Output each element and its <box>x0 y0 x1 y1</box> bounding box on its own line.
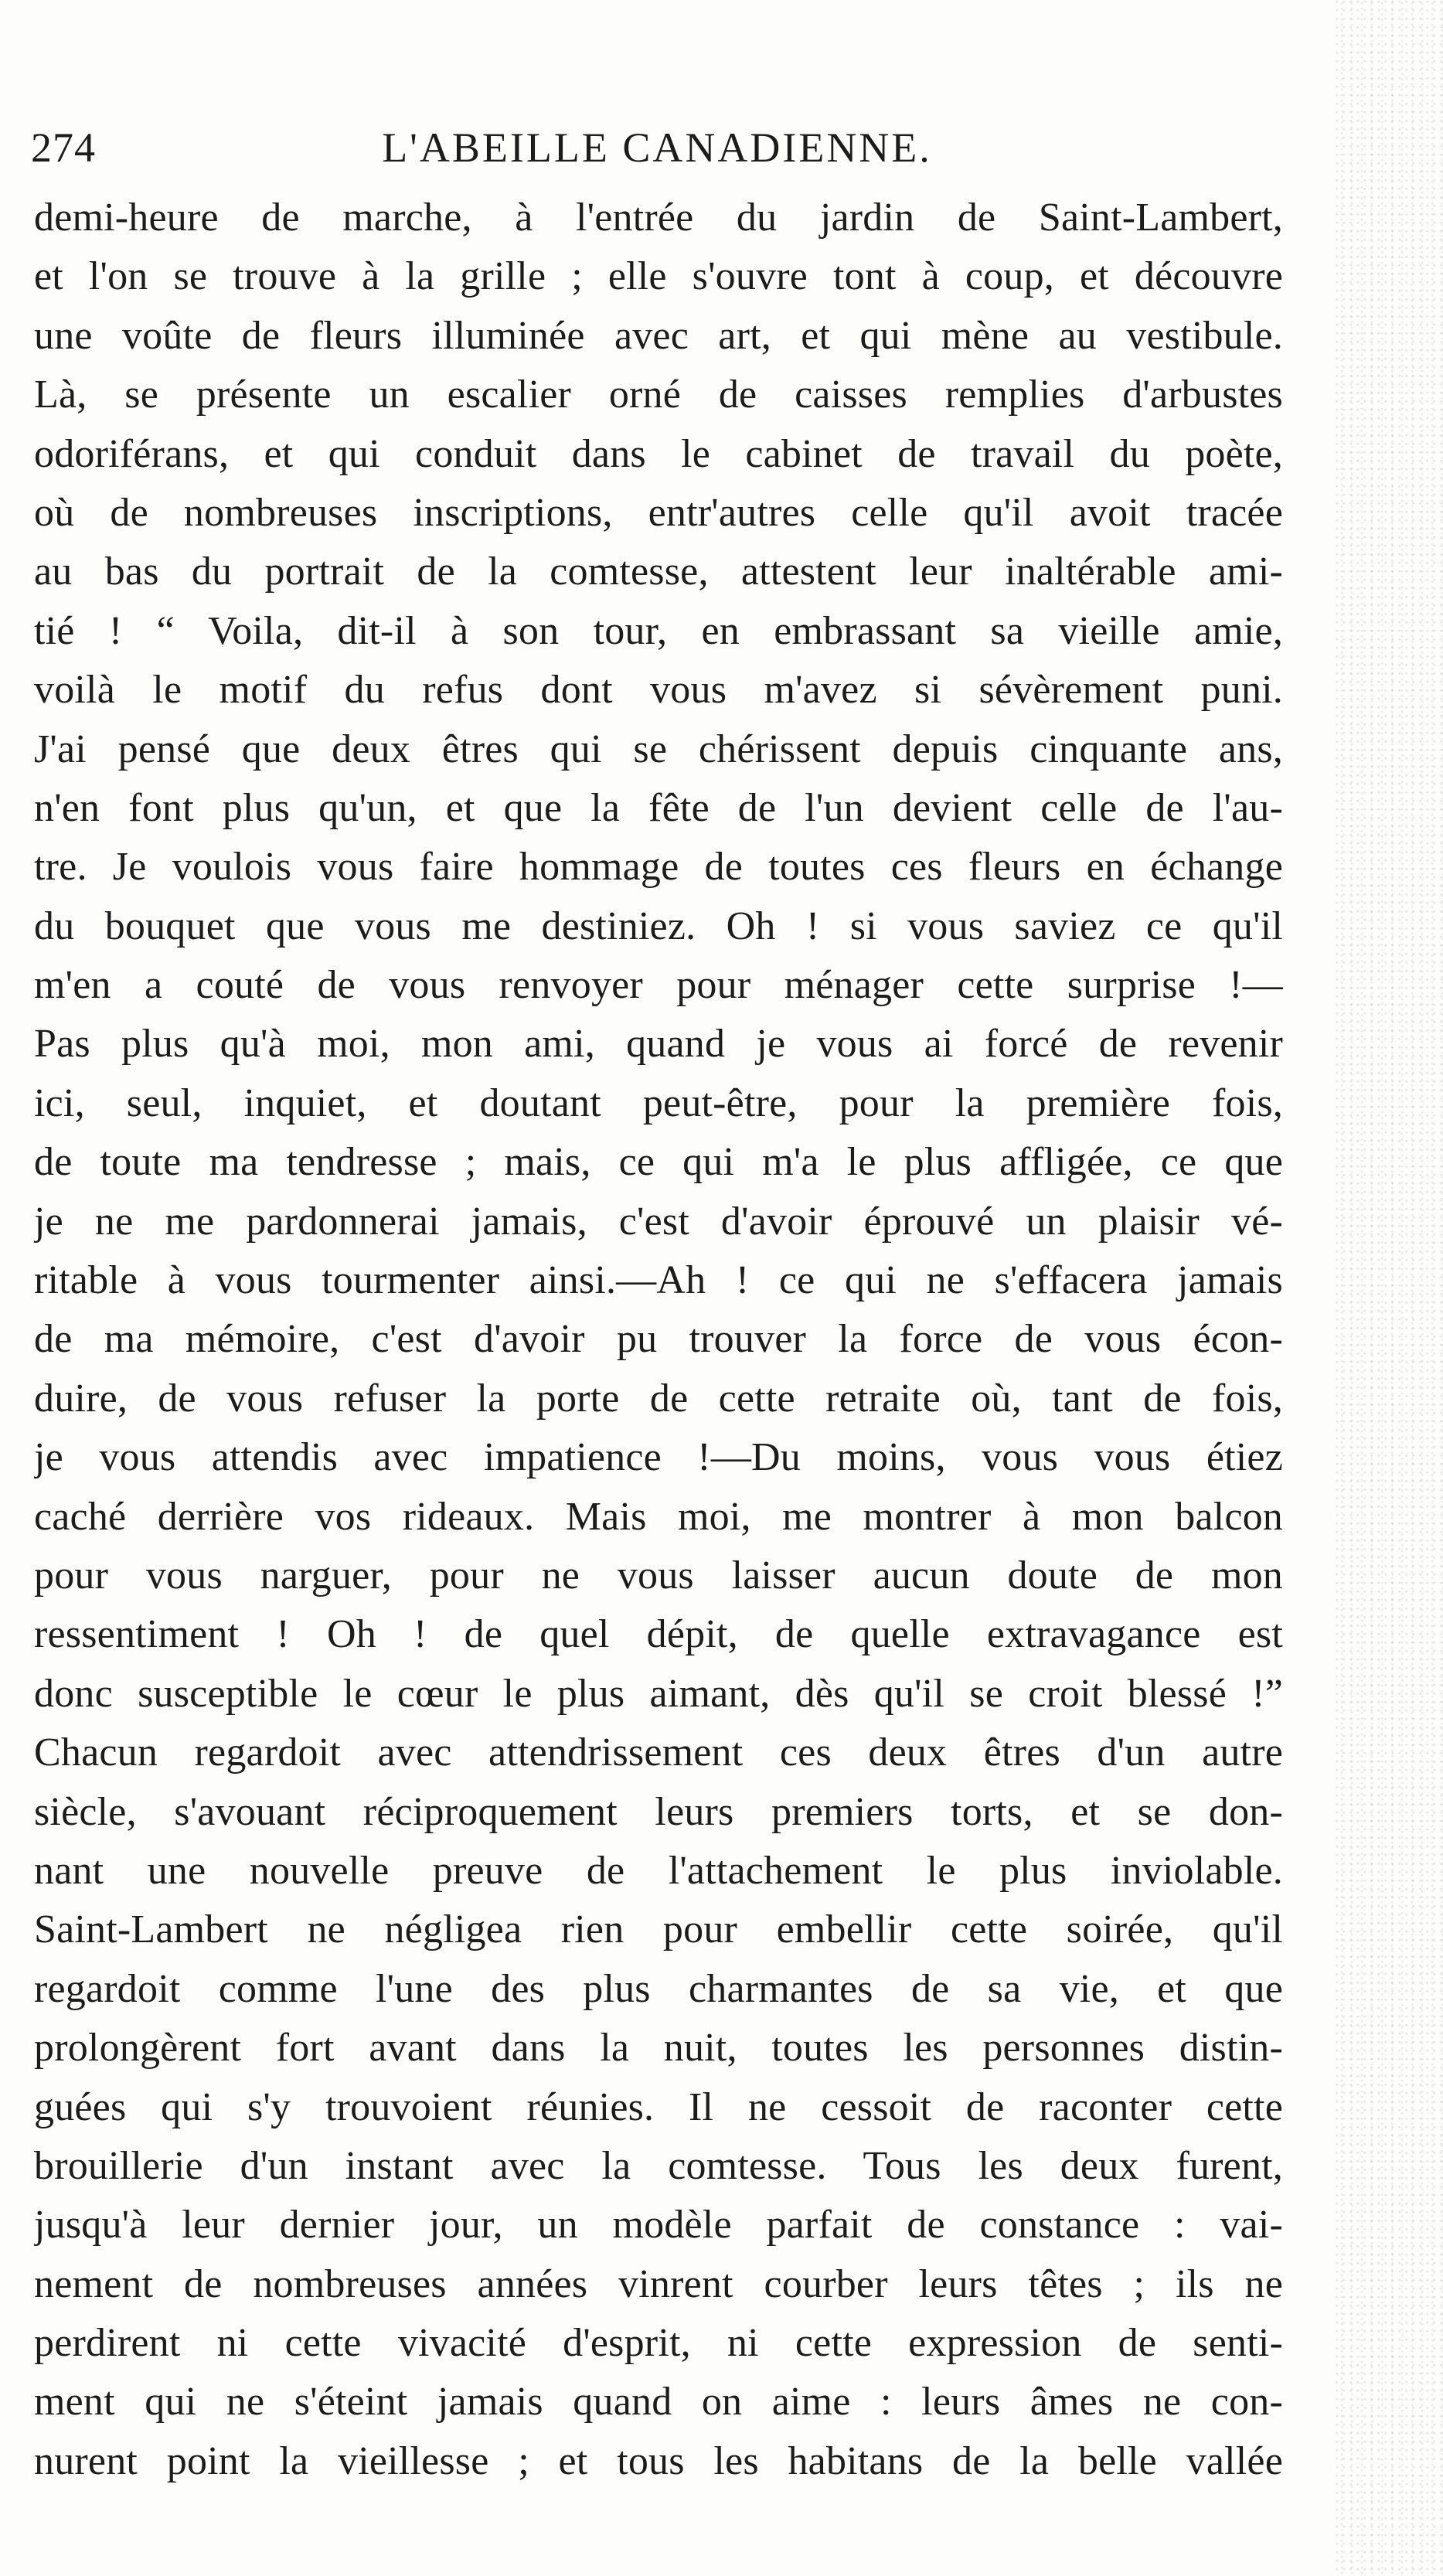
text-line: Là, se présente un escalier orné de caisses remplies d'arbustes <box>34 373 1283 417</box>
text-line: donc susceptible le cœur le plus aimant, dès qu'il se croit blessé !” <box>34 1671 1283 1716</box>
text-line: de ma mémoire, c'est d'avoir pu trouver la force de vous écon- <box>34 1317 1283 1362</box>
text-line: odoriférans, et qui conduit dans le cabinet de travail du poète, <box>34 431 1283 476</box>
page-number: 274 <box>31 124 96 171</box>
text-line: regardoit comme l'une des plus charmantes de sa vie, et que <box>34 1966 1283 2011</box>
text-line: je ne me pardonnerai jamais, c'est d'avoir éprouvé un plaisir vé- <box>34 1199 1283 1244</box>
text-line: voilà le motif du refus dont vous m'avez si sévèrement puni. <box>34 668 1283 713</box>
text-line: nurent point la vieillesse ; et tous les habitans de la belle vallée <box>34 2438 1283 2483</box>
body-text <box>34 189 1283 2491</box>
text-line: J'ai pensé que deux êtres qui se chérissent depuis cinquante ans, <box>34 727 1283 771</box>
text-line: une voûte de fleurs illuminée avec art, et qui mène au vestibule. <box>34 313 1283 358</box>
text-line: duire, de vous refuser la porte de cette retraite où, tant de fois, <box>34 1376 1283 1421</box>
text-line: Saint-Lambert ne négligea rien pour embellir cette soirée, qu'il <box>34 1907 1283 1952</box>
text-line: guées qui s'y trouvoient réunies. Il ne cessoit de raconter cette <box>34 2084 1283 2129</box>
text-line: n'en font plus qu'un, et que la fête de l'un devient celle de l'au- <box>34 785 1283 830</box>
text-line: ritable à vous tourmenter ainsi.—Ah ! ce qui ne s'effacera jamais <box>34 1258 1283 1303</box>
page-edge-speckle <box>1335 0 1443 2576</box>
text-line: nant une nouvelle preuve de l'attachement le plus inviolable. <box>34 1848 1283 1893</box>
text-line: siècle, s'avouant réciproquement leurs premiers torts, et se don- <box>34 1789 1283 1834</box>
text-line: du bouquet que vous me destiniez. Oh ! si vous saviez ce qu'il <box>34 903 1283 948</box>
text-line: au bas du portrait de la comtesse, attestent leur inaltérable ami- <box>34 550 1283 594</box>
text-line: ressentiment ! Oh ! de quel dépit, de quelle extravagance est <box>34 1612 1283 1657</box>
text-line: je vous attendis avec impatience !—Du moins, vous vous étiez <box>34 1435 1283 1480</box>
text-line: perdirent ni cette vivacité d'esprit, ni cette expression de senti- <box>34 2321 1283 2366</box>
text-line: pour vous narguer, pour ne vous laisser aucun doute de mon <box>34 1553 1283 1598</box>
text-line: jusqu'à leur dernier jour, un modèle parfait de constance : vai- <box>34 2203 1283 2248</box>
text-line: brouillerie d'un instant avec la comtesse. Tous les deux furent, <box>34 2143 1283 2188</box>
text-line: ment qui ne s'éteint jamais quand on aime : leurs âmes ne con- <box>34 2380 1283 2425</box>
running-title: L'ABEILLE CANADIENNE. <box>382 124 932 171</box>
text-line: tre. Je voulois vous faire hommage de toutes ces fleurs en échange <box>34 845 1283 890</box>
text-line: Chacun regardoit avec attendrissement ces deux êtres d'un autre <box>34 1730 1283 1775</box>
page-header <box>31 124 1283 185</box>
text-line: m'en a couté de vous renvoyer pour ménager cette surprise !— <box>34 963 1283 1008</box>
text-line: de toute ma tendresse ; mais, ce qui m'a le plus affligée, ce que <box>34 1140 1283 1185</box>
text-line: nement de nombreuses années vinrent courber leurs têtes ; ils ne <box>34 2261 1283 2306</box>
text-line: demi-heure de marche, à l'entrée du jardin de Saint-Lambert, <box>34 196 1283 240</box>
text-line: prolongèrent fort avant dans la nuit, toutes les personnes distin- <box>34 2026 1283 2071</box>
text-line: tié ! “ Voila, dit-il à son tour, en embrassant sa vieille amie, <box>34 608 1283 653</box>
text-line: et l'on se trouve à la grille ; elle s'ouvre tont à coup, et découvre <box>34 254 1283 299</box>
text-line: Pas plus qu'à moi, mon ami, quand je vous ai forcé de revenir <box>34 1022 1283 1067</box>
text-line: ici, seul, inquiet, et doutant peut-être, pour la première fois, <box>34 1080 1283 1125</box>
text-line: où de nombreuses inscriptions, entr'autres celle qu'il avoit tracée <box>34 490 1283 535</box>
text-line: caché derrière vos rideaux. Mais moi, me montrer à mon balcon <box>34 1494 1283 1539</box>
